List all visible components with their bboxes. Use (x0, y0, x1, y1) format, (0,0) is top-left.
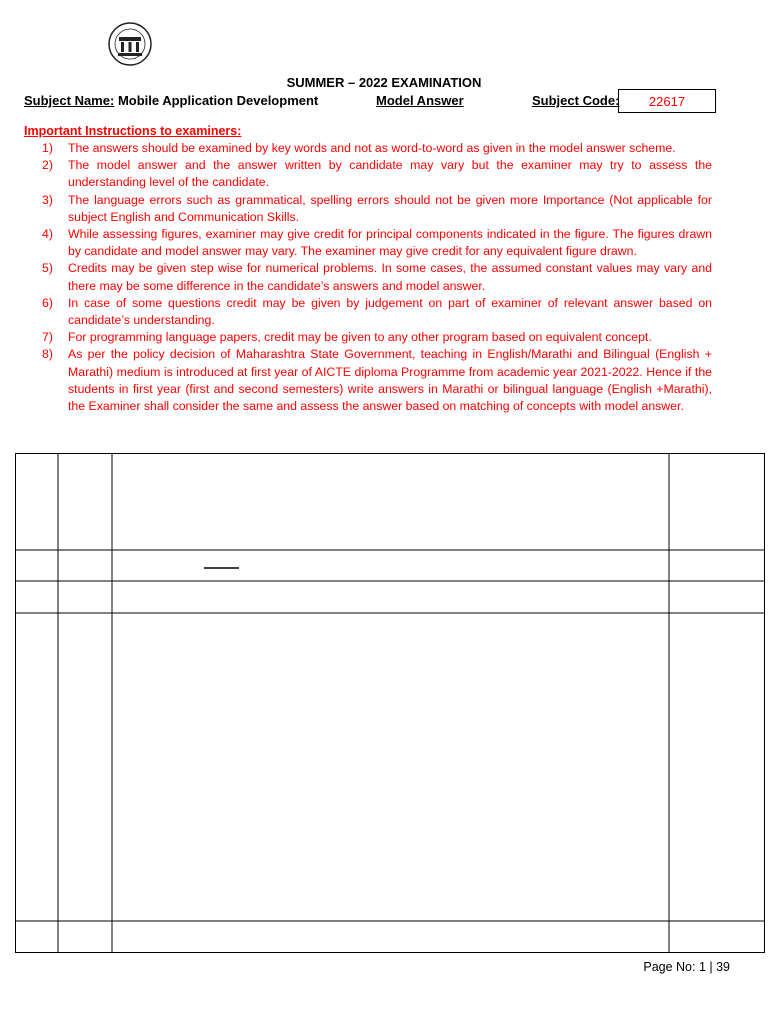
answer-table-lines (15, 453, 765, 953)
instruction-item: 3) The language errors such as grammatical, spelling errors should not be given more Importance (Not applicable for subject English and Communication Skills. (42, 192, 712, 224)
model-answer-label: Model Answer (376, 93, 464, 108)
instruction-item: 2) The model answer and the answer written by candidate may vary but the examiner may try to assess the understanding level of the candidate. (42, 158, 712, 190)
exam-title: SUMMER – 2022 EXAMINATION (286, 75, 482, 90)
instruction-item: 7) For programming language papers, credit may be given to any other program based on equivalent concept. (42, 330, 652, 345)
subject-name-group (24, 93, 318, 108)
instructions-heading: Important Instructions to examiners: (24, 124, 242, 138)
instruction-item: 4) While assessing figures, examiner may give credit for principal components indicated in the figure. The figures drawn by candidate and model answer may vary. The examiner may give credit for any equivalent figure drawn. (42, 227, 712, 259)
subject-code-box: 22617 (618, 89, 716, 113)
subject-name-label: Subject Name: (24, 93, 115, 108)
answer-table (15, 453, 765, 953)
page-number: Page No: 1 | 39 (643, 960, 730, 974)
instruction-item: 5) Credits may be given step wise for numerical problems. In some cases, the assumed constant values may vary and there may be some difference in the candidate’s answers and model answer. (42, 261, 712, 293)
institution-logo (106, 20, 154, 68)
instructions-list (24, 140, 712, 415)
instruction-item: 6) In case of some questions credit may be given by judgement on part of examiner of relevant answer based on candidate’s understanding. (42, 295, 712, 328)
instruction-item: 1) The answers should be examined by key words and not as word-to-word as given in the model answer scheme. (42, 141, 676, 155)
subject-name-value: Mobile Application Development (117, 93, 319, 108)
subject-code-label: Subject Code: (532, 93, 620, 108)
instruction-item: 8) As per the policy decision of Maharashtra State Government, teaching in English/Marathi and Bilingual (English + Marathi) medium is introduced at first year of AICTE diploma Programme from academic year 2021-2022. Hence if the students in first year (first and second semesters) write answers in Marathi or bilingual language (English +Marathi), the Examiner shall consider the same and assess the answer based on matching of concepts with model answer. (42, 347, 712, 414)
